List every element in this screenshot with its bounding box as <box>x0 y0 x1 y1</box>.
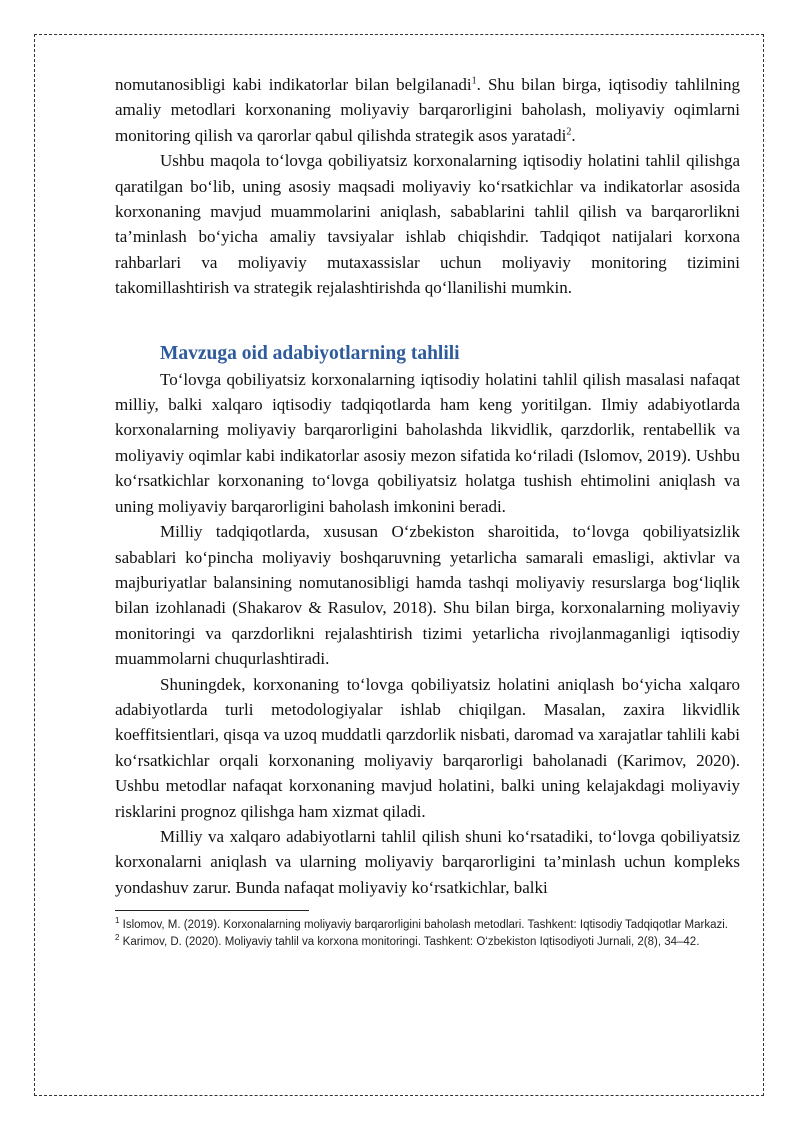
footnote-2 <box>115 934 740 951</box>
paragraph-text: . Shu bilan birga, iqtisodiy tahlilning amaliy metodlari korxonaning moliyaviy barqarorligini baholash, moliyaviy oqimlarni monitoring qilish va qarorlar qabul qilishda strategik asos yaratadi <box>115 75 740 145</box>
section-paragraph-4: Milliy va xalqaro adabiyotlarni tahlil qilish shuni ko‘rsatadiki, to‘lovga qobiliyatsiz korxonalarni aniqlash va ularning moliyaviy barqarorligini ta’minlash uchun kompleks yondashuv zarur. Bunda nafaqat moliyaviy ko‘rsatkichlar, balki <box>115 826 740 897</box>
footnotes <box>115 917 740 951</box>
footnote-text: Islomov, M. (2019). Korxonalarning moliyaviy barqarorligini baholash metodlari. Tashkent: Iqtisodiy Tadqiqotlar Markazi. <box>119 919 728 932</box>
footnote-number: 2 <box>115 933 120 943</box>
footnote-number: 1 <box>115 916 120 926</box>
footnote-ref-2[interactable]: 2 <box>566 126 572 138</box>
section-paragraph-2: Milliy tadqiqotlarda, xususan O‘zbekiston sharoitida, to‘lovga qobiliyatsizlik sabablari ko‘pincha moliyaviy boshqaruvning yetarlicha samarali emasligi, aktivlar va majburiyatlar balansining nomutanosibligi hamda tashqi moliyaviy resurslarga bog‘liqlik bilan izohlanadi (Shakarov & Rasulov, 2018). Shu bilan birga, korxonalarning moliyaviy monitoringi va qarzdorlikni rejalashtirish tizimi yetarlicha rivojlanmaganligi iqtisodiy muammolarni chuqurlashtiradi. <box>115 522 740 669</box>
document-body <box>115 72 740 951</box>
paragraph-text: nomutanosibligi kabi indikatorlar bilan belgilanadi <box>115 75 472 94</box>
footnote-1 <box>115 917 740 934</box>
paragraph-intro-continuation <box>115 72 740 148</box>
section-paragraph-1: To‘lovga qobiliyatsiz korxonalarning iqtisodiy holatini tahlil qilish masalasi nafaqat milliy, balki xalqaro iqtisodiy tadqiqotlarda ham keng yoritilgan. Ilmiy adabiyotlarda korxonalarning moliyaviy barqarorligini baholashda likvidlik, qarzdorlik, rentabellik va moliyaviy oqimlar kabi indikatorlar asosiy mezon sifatida ko‘riladi (Islomov, 2019). Ushbu ko‘rsatkichlar korxonaning to‘lovga qobiliyatsiz holatga tushish ehtimolini aniqlash va uning moliyaviy barqarorligini baholash imkonini beradi. <box>115 369 740 516</box>
section-heading: Mavzuga oid adabiyotlarning tahlili <box>160 342 460 364</box>
footnote-ref-1[interactable]: 1 <box>471 75 477 87</box>
section-paragraph-3: Shuningdek, korxonaning to‘lovga qobiliyatsiz holatini aniqlash bo‘yicha xalqaro adabiyotlarda turli metodologiyalar ishlab chiqilgan. Masalan, zaxira likvidlik koeffitsientlari, qisqa va uzoq muddatli qarzdorlik nisbati, daromad va xarajatlar tahlili kabi ko‘rsatkichlar orqali korxonaning moliyaviy barqarorligi baholanadi (Karimov, 2020). Ushbu metodlar nafaqat korxonaning mavjud holatini, balki uning kelajakdagi moliyaviy risklarini prognoz qilishga ham xizmat qiladi. <box>115 674 740 821</box>
footnote-text: Karimov, D. (2020). Moliyaviy tahlil va korxona monitoringi. Tashkent: O‘zbekiston Iqtisodiyoti Jurnali, 2(8), 34–42. <box>119 936 700 949</box>
paragraph-article-purpose: Ushbu maqola to‘lovga qobiliyatsiz korxonalarning iqtisodiy holatini tahlil qilishga qaratilgan bo‘lib, uning asosiy maqsadi moliyaviy ko‘rsatkichlar va indikatorlar asosida korxonaning mavjud muammolarini aniqlash, sabablarini tahlil qilish va barqarorlikni ta’minlash bo‘yicha amaliy tavsiyalar ishlab chiqishdir. Tadqiqot natijalari korxona rahbarlari va moliyaviy mutaxassislar uchun moliyaviy monitoring tizimini takomillashtirish va strategik rejalashtirishda qo‘llanilishi mumkin. <box>115 151 740 298</box>
paragraph-text: . <box>571 125 576 145</box>
footnote-separator <box>115 910 309 911</box>
